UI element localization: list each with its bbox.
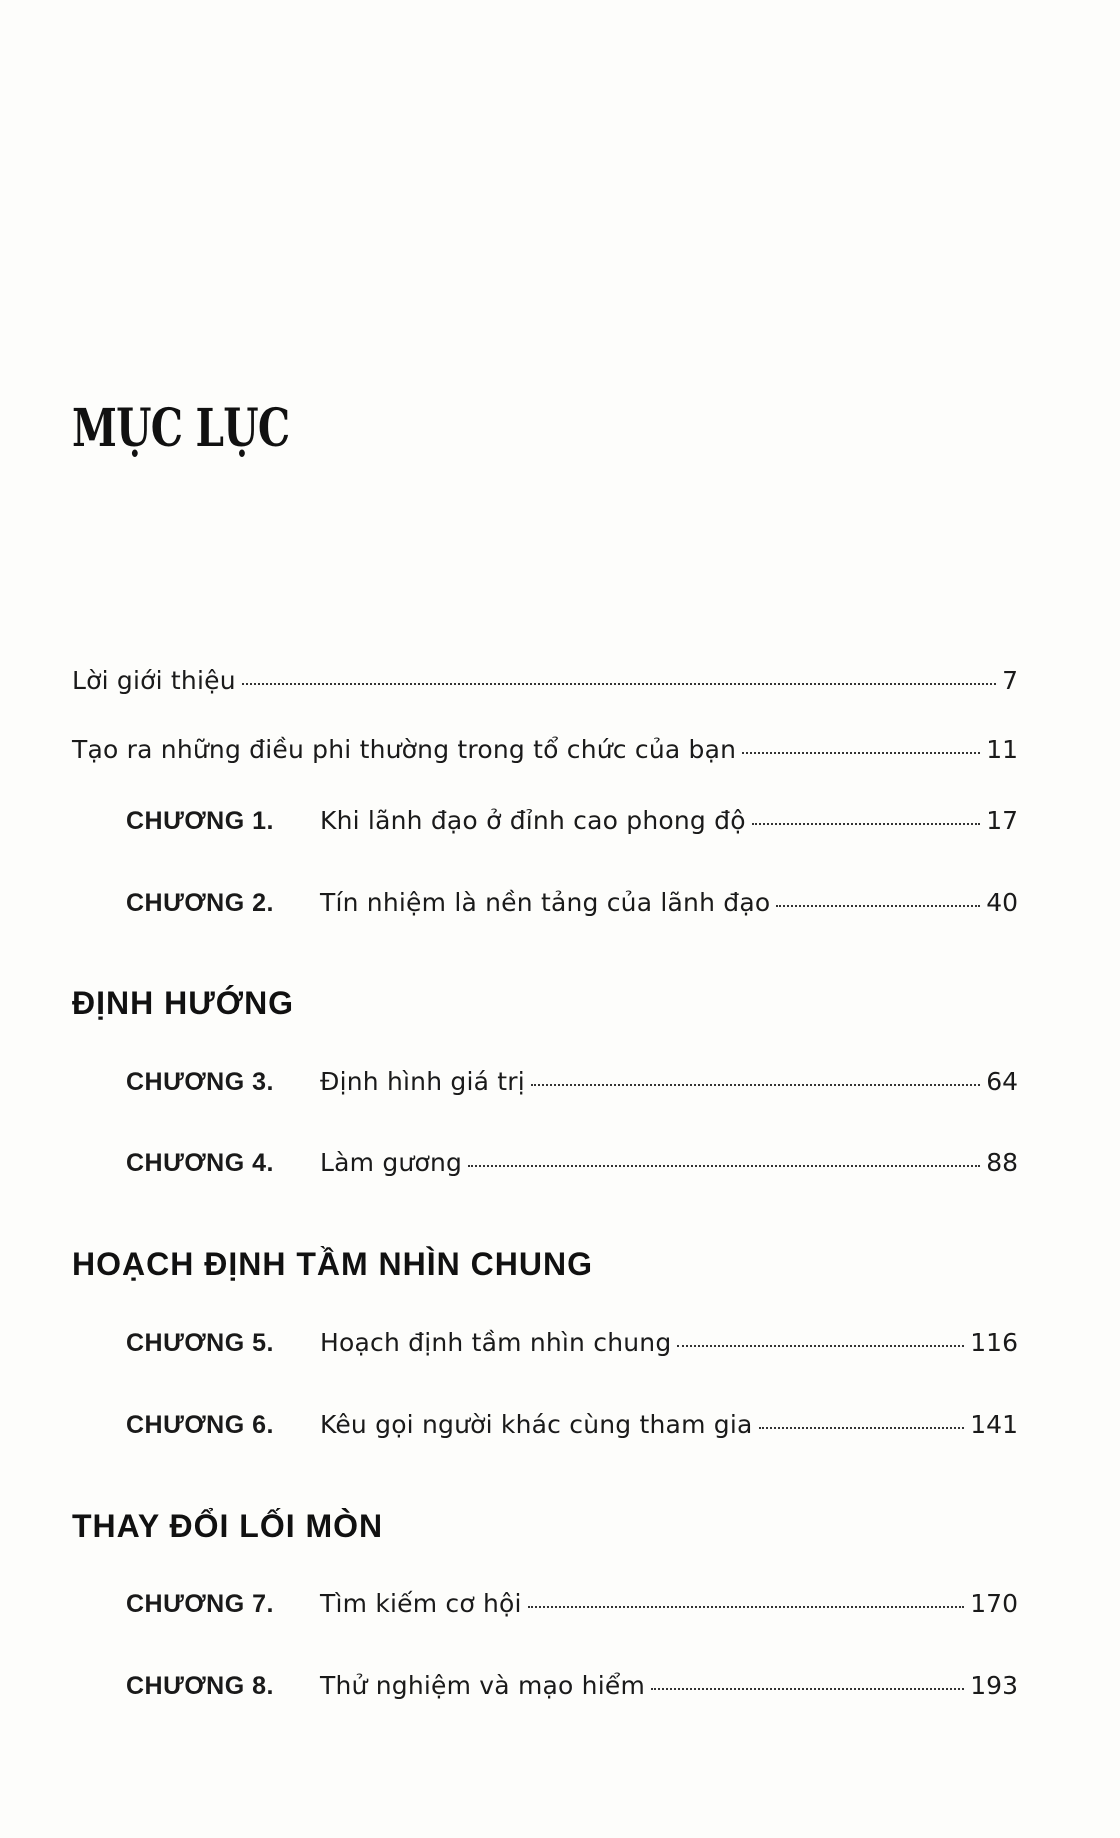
chapter-title: Làm gương	[320, 1148, 463, 1177]
dot-leader	[531, 1084, 980, 1086]
toc-chapter-7[interactable]	[126, 1589, 1018, 1625]
section-heading-hoach-dinh: HOẠCH ĐỊNH TẦM NHÌN CHUNG	[72, 1246, 593, 1282]
dot-leader	[677, 1345, 964, 1347]
chapter-title: Tìm kiếm cơ hội	[320, 1589, 522, 1618]
page-number: 64	[986, 1067, 1018, 1096]
chapter-title: Định hình giá trị	[320, 1067, 525, 1096]
page-number: 40	[986, 888, 1018, 917]
dot-leader	[528, 1606, 965, 1608]
chapter-title: Thử nghiệm và mạo hiểm	[320, 1671, 645, 1700]
dot-leader	[776, 905, 980, 907]
page-number: 17	[986, 806, 1018, 835]
section-heading-thay-doi: THAY ĐỔI LỐI MÒN	[72, 1508, 384, 1544]
toc-entry-extraordinary[interactable]	[72, 735, 1018, 771]
chapter-label: CHƯƠNG 3.	[126, 1068, 274, 1096]
dot-leader	[242, 683, 996, 685]
page-number: 116	[970, 1328, 1018, 1357]
page-number: 193	[970, 1671, 1018, 1700]
chapter-label: CHƯƠNG 6.	[126, 1411, 274, 1439]
toc-chapter-3[interactable]	[126, 1067, 1018, 1103]
toc-chapter-8[interactable]	[126, 1671, 1018, 1707]
chapter-title: Hoạch định tầm nhìn chung	[320, 1328, 672, 1357]
chapter-label: CHƯƠNG 1.	[126, 807, 274, 835]
chapter-label: CHƯƠNG 5.	[126, 1329, 274, 1357]
chapter-label: CHƯƠNG 8.	[126, 1672, 274, 1700]
dot-leader	[468, 1165, 980, 1167]
toc-chapter-6[interactable]	[126, 1410, 1018, 1446]
toc-chapter-5[interactable]	[126, 1328, 1018, 1364]
page-number: 170	[970, 1589, 1018, 1618]
dot-leader	[752, 823, 980, 825]
toc-chapter-1[interactable]	[126, 806, 1018, 842]
dot-leader	[651, 1688, 964, 1690]
section-heading-dinh-huong: ĐỊNH HƯỚNG	[72, 985, 295, 1021]
chapter-title: Khi lãnh đạo ở đỉnh cao phong độ	[320, 806, 746, 835]
chapter-title: Tín nhiệm là nền tảng của lãnh đạo	[320, 888, 771, 917]
chapter-label: CHƯƠNG 4.	[126, 1149, 274, 1177]
chapter-label: CHƯƠNG 2.	[126, 889, 274, 917]
chapter-title: Kêu gọi người khác cùng tham gia	[320, 1410, 753, 1439]
dot-leader	[742, 752, 980, 754]
page-number: 88	[986, 1148, 1018, 1177]
page-number: 141	[970, 1410, 1018, 1439]
toc-entry-introduction[interactable]	[72, 666, 1018, 702]
toc-chapter-2[interactable]	[126, 888, 1018, 924]
page-number: 11	[986, 735, 1018, 764]
chapter-label: CHƯƠNG 7.	[126, 1590, 274, 1618]
toc-chapter-4[interactable]	[126, 1148, 1018, 1184]
dot-leader	[759, 1427, 965, 1429]
page-title: MỤC LỤC	[72, 398, 290, 459]
entry-title: Tạo ra những điều phi thường trong tổ chức của bạn	[72, 735, 737, 764]
page-number: 7	[1002, 666, 1018, 695]
entry-title: Lời giới thiệu	[72, 666, 236, 695]
